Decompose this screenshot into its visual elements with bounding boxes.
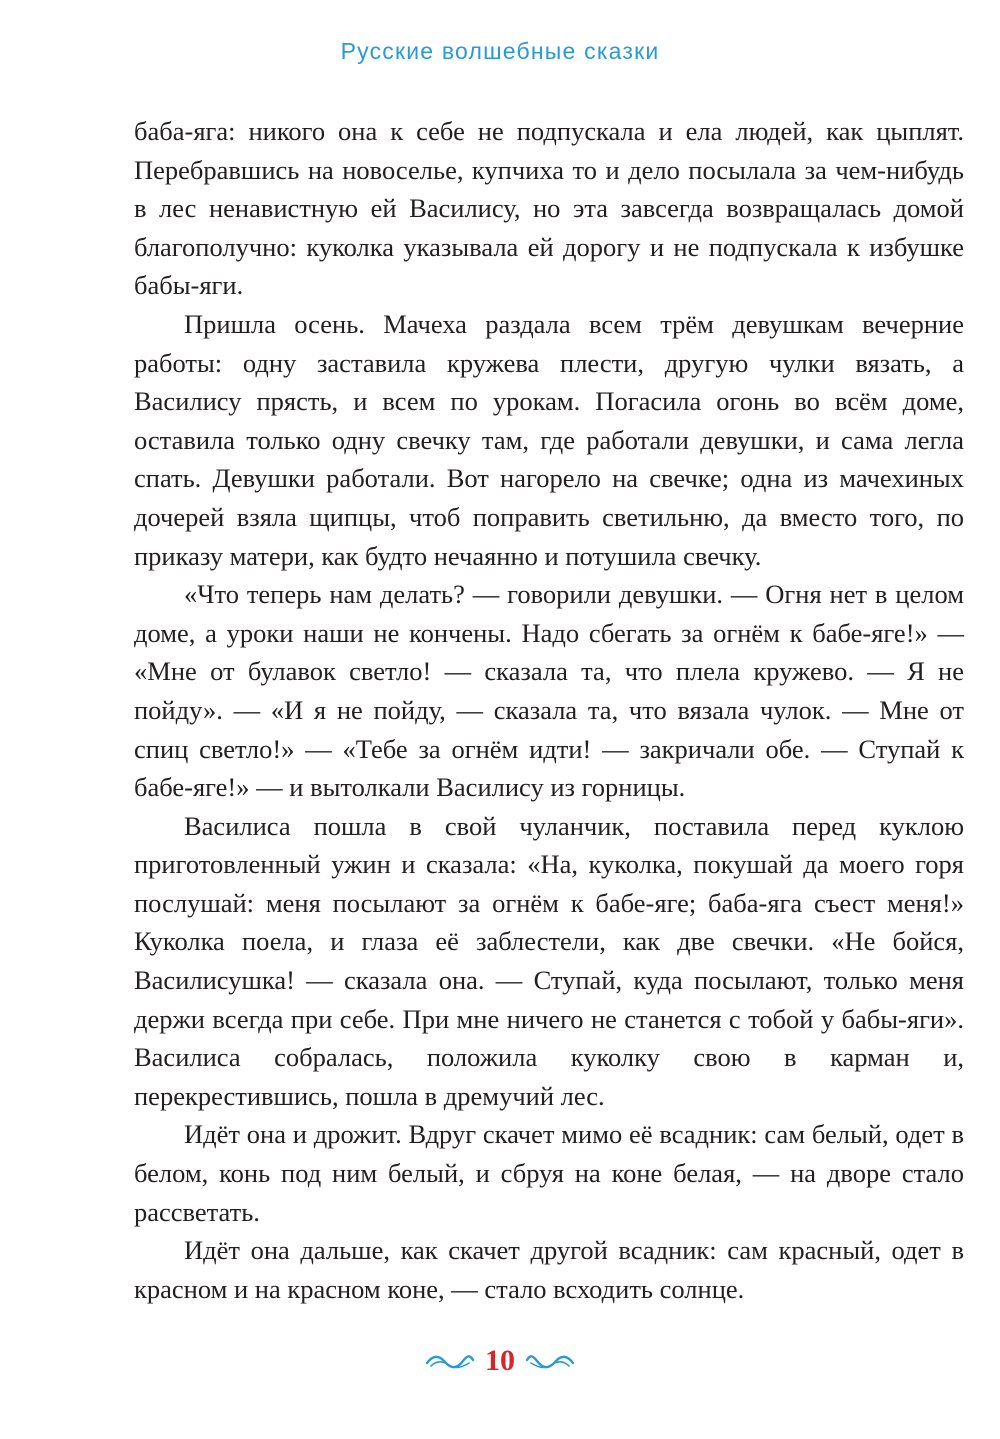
paragraph-5: Идёт она и дрожит. Вдруг скачет мимо её всадник: сам белый, одет в белом, конь под ним белый, и сбруя на коне белая, — на дворе стало рассветать. — [134, 1119, 964, 1227]
paragraph-2: Пришла осень. Мачеха раздала всем трём девушкам вечерние работы: одну заставила кружева плести, другую чулки вязать, а Василису прясть, и всем по урокам. Погасила огонь во всём доме, оставила только одну свечку там, где работали девушки, и сама легла спать. Девушки работали. Вот нагорело на свечке; одна из мачехиных дочерей взяла щипцы, чтоб поправить светильню, да вместо того, по приказу матери, как будто нечаянно и потушила свечку. — [134, 308, 964, 571]
left-swirl-ornament-icon — [425, 1351, 475, 1371]
paragraph-1: баба-яга: никого она к себе не подпускала и ела людей, как цыплят. Перебравшись на новоселье, купчиха то и дело посылала за чем-нибудь в лес ненавистную ей Василису, но эта завсегда возвращалась домой благополучно: куколка указывала ей дорогу и не подпускала к избушке бабы-яги. — [134, 116, 964, 301]
running-title: Русские волшебные сказки — [340, 38, 660, 64]
right-swirl-ornament-icon — [525, 1351, 575, 1371]
page-number: 10 — [485, 1344, 515, 1377]
paragraph-4: Василиса пошла в свой чуланчик, поставила перед куклою приготовленный ужин и сказала: «На, куколка, покушай да моего горя послушай: меня посылают за огнём к бабе-яге; баба-яга съест меня!» Куколка поела, и глаза её заблестели, как две свечки. «Не бойся, Василисушка! — сказала она. — Ступай, куда посылают, только меня держи всегда при себе. При мне ничего не станется с тобой у бабы-яги». Василиса собралась, положила куколку свою в карман и, перекрестившись, пошла в дремучий лес. — [134, 810, 964, 1111]
paragraph-3: «Что теперь нам делать? — говорили девушки. — Огня нет в целом доме, а уроки наши не кончены. Надо сбегать за огнём к бабе-яге!» — «Мне от булавок светло! — сказала та, что плела кружево. — Я не пойду». — «И я не пойду, — сказала та, что вязала чулок. — Мне от спиц светло!» — «Тебе за огнём идти! — закричали обе. — Ступай к бабе-яге!» — и вытолкали Василису из горницы. — [134, 579, 964, 803]
main-text — [134, 112, 964, 1308]
page-footer — [0, 1346, 1000, 1376]
paragraph-6: Идёт она дальше, как скачет другой всадник: сам красный, одет в красном и на красном коне, — стало всходить солнце. — [134, 1235, 964, 1304]
